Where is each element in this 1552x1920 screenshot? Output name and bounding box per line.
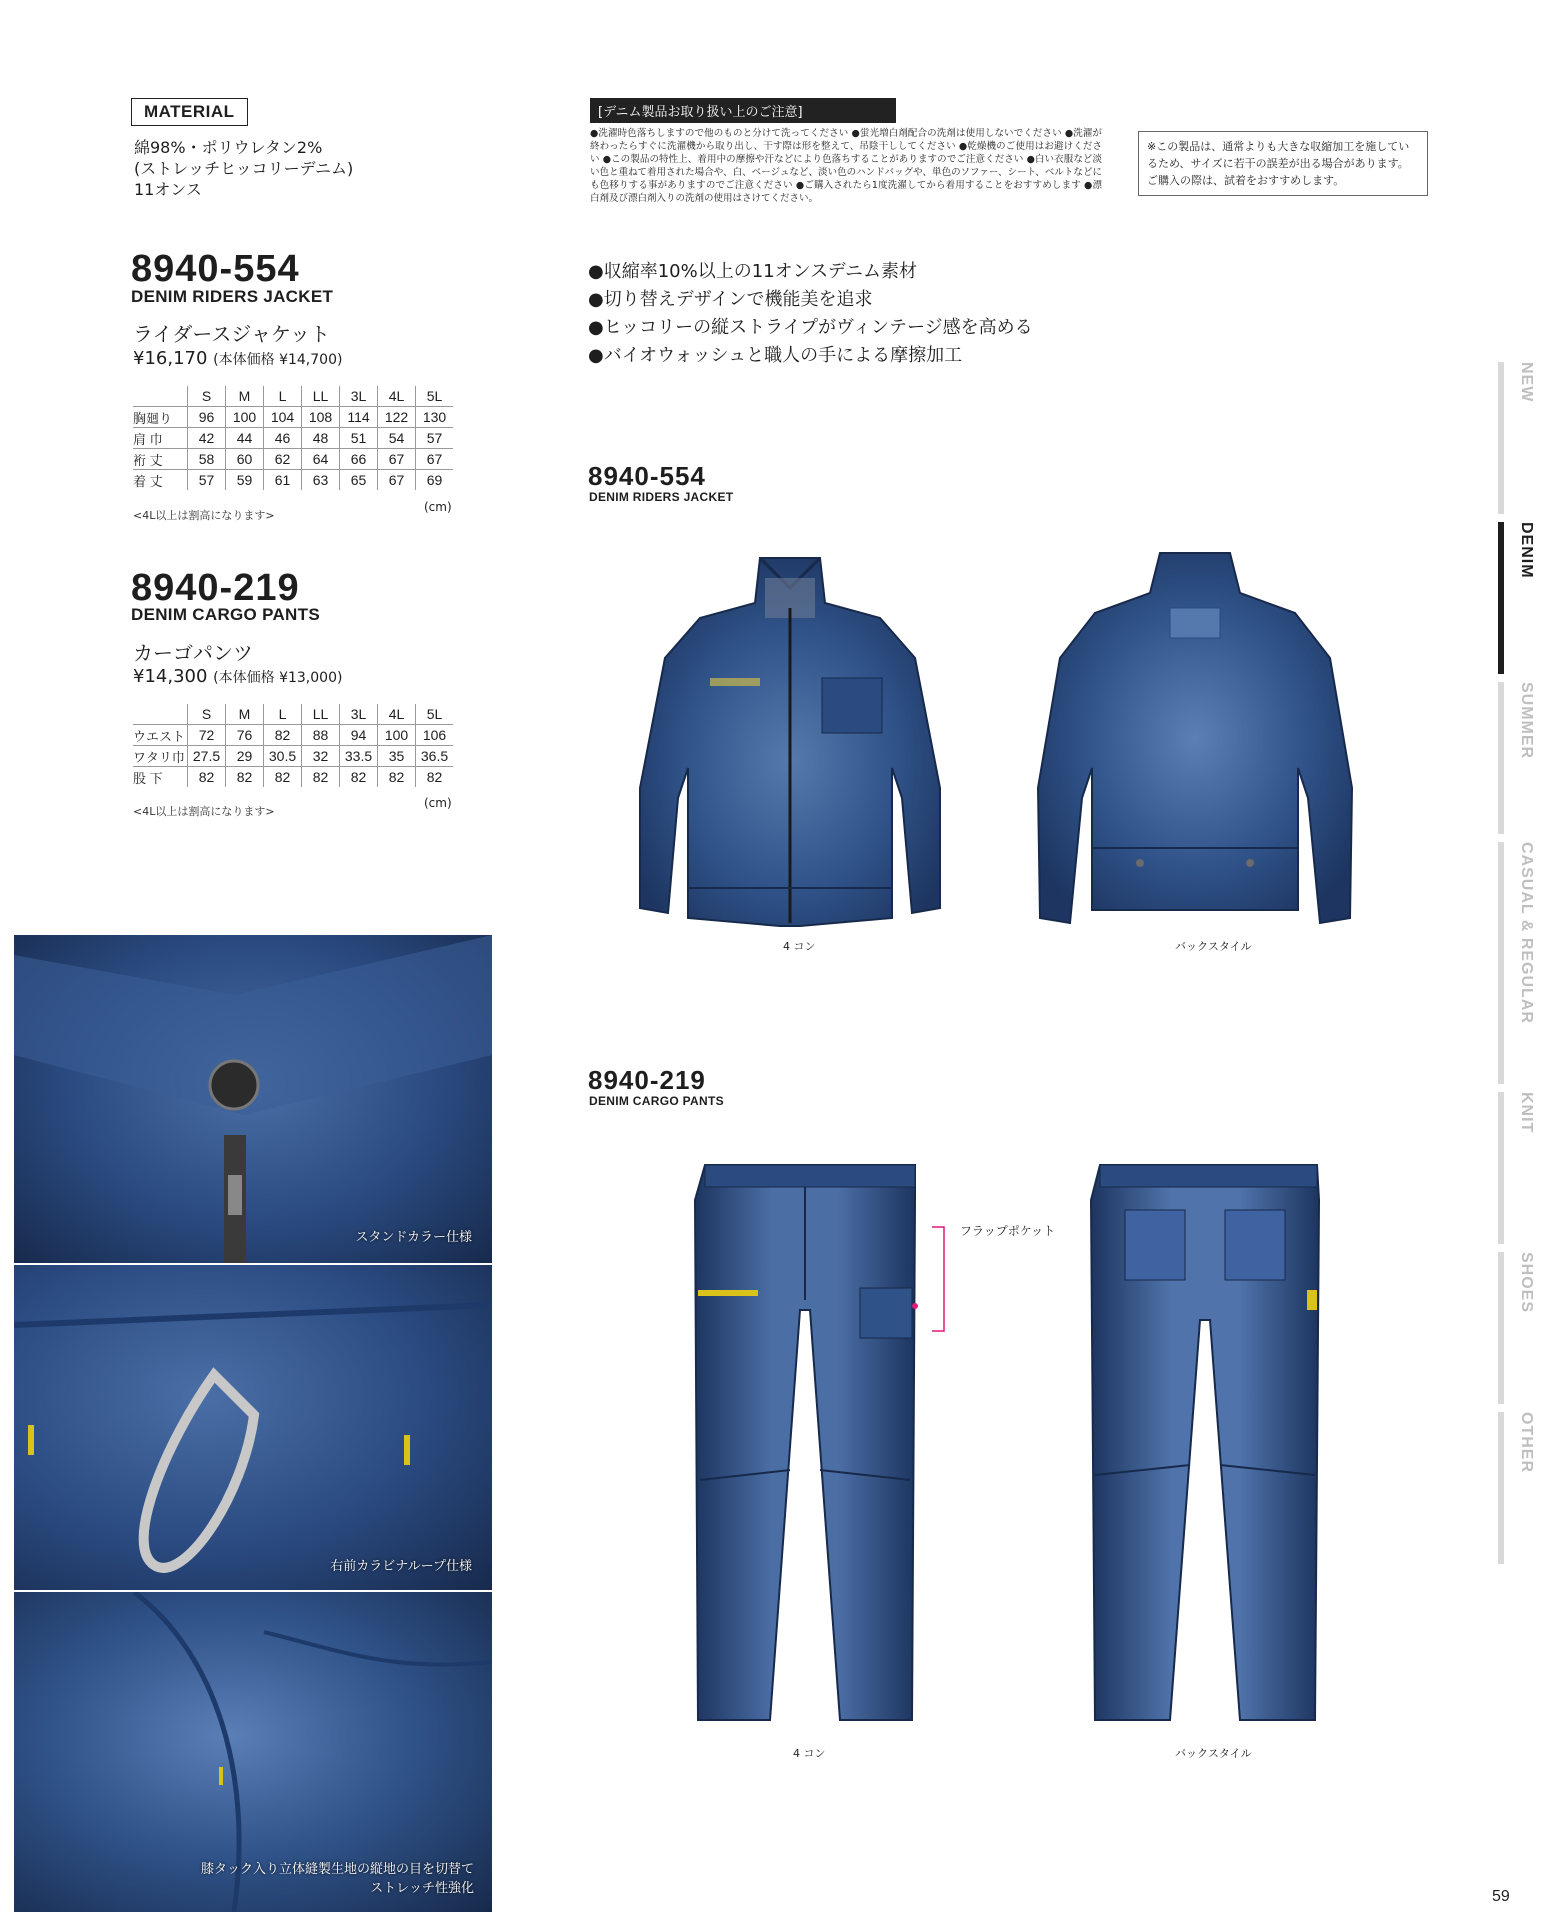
jacket-back-caption: バックスタイル xyxy=(1175,940,1252,953)
collar-caption: スタンドカラー仕様 xyxy=(355,1230,472,1245)
material-line: 綿98%・ポリウレタン2% xyxy=(134,138,323,157)
table-row xyxy=(133,725,453,746)
table-cell: 32 xyxy=(302,746,340,767)
pants-name-jp: カーゴパンツ xyxy=(133,641,253,665)
table-row xyxy=(133,428,453,449)
size-header: 5L xyxy=(416,386,454,407)
sidebar-item-other[interactable]: OTHER xyxy=(1518,1412,1535,1473)
pants-price-value: ¥14,300 xyxy=(133,666,208,687)
table-cell: 67 xyxy=(416,449,454,470)
pants-back-image xyxy=(1085,1160,1325,1725)
size-header: M xyxy=(226,704,264,725)
callout-line xyxy=(930,1225,950,1335)
material-line: (ストレッチヒッコリーデニム) xyxy=(134,159,354,178)
jacket-name-en: DENIM RIDERS JACKET xyxy=(131,287,334,306)
table-cell: 57 xyxy=(188,470,226,491)
feature-item: ●ヒッコリーの縦ストライプがヴィンテージ感を高める xyxy=(588,317,1033,338)
size-header: M xyxy=(226,386,264,407)
table-row xyxy=(133,470,453,491)
table-cell: 36.5 xyxy=(416,746,454,767)
jacket-photo-name-en: DENIM RIDERS JACKET xyxy=(589,490,734,504)
table-row xyxy=(133,767,453,788)
pants-photo-name-en: DENIM CARGO PANTS xyxy=(589,1094,724,1108)
size-header: 4L xyxy=(378,704,416,725)
table-cell: 82 xyxy=(416,767,454,788)
table-cell: 108 xyxy=(302,407,340,428)
sidebar-item-new[interactable]: NEW xyxy=(1518,362,1535,403)
table-cell: 106 xyxy=(416,725,454,746)
pants-size-table xyxy=(133,704,453,787)
table-cell: 42 xyxy=(188,428,226,449)
size-header: L xyxy=(264,704,302,725)
table-cell: 82 xyxy=(302,767,340,788)
pants-back-caption: バックスタイル xyxy=(1175,1747,1252,1760)
detail-photo-knee xyxy=(14,1592,492,1912)
jacket-name-jp: ライダースジャケット xyxy=(133,322,330,346)
size-header: 5L xyxy=(416,704,454,725)
table-cell: 46 xyxy=(264,428,302,449)
care-notice-text: ●洗濯時色落ちしますので他のものと分けて洗ってください ●蛍光増白剤配合の洗剤は使用しないでください ●洗濯が終わったらすぐに洗濯機から取り出し、干す際は形を整えて、吊陰干ししてください ●乾燥機のご使用はお避けください ●この製品の特性上、着用中の摩擦や汗などにより色落ちすることがありますのでご注意ください ●白い衣服など淡い色と重ねて着用された場合や、白、ベージュなど、淡い色のハンドバッグや、単色のソファー、シート、ベルトなどにも色移りする事がありますのでご注意ください ●ご購入されたら1度洗濯してから着用することをおすすめします ●漂白剤及び漂白剤入りの洗剤の使用はさけてください。 xyxy=(590,128,1102,204)
page-number: 59 xyxy=(1492,1888,1510,1905)
table-cell: 100 xyxy=(226,407,264,428)
feature-list xyxy=(588,258,1033,370)
jacket-color-caption: 4 コン xyxy=(783,940,816,953)
size-header: LL xyxy=(302,386,340,407)
table-cell: 63 xyxy=(302,470,340,491)
size-header: LL xyxy=(302,704,340,725)
table-row xyxy=(133,449,453,470)
sidebar-item-knit[interactable]: KNIT xyxy=(1518,1092,1535,1134)
jacket-price xyxy=(133,348,342,369)
table-cell: 57 xyxy=(416,428,454,449)
sidebar-item-shoes[interactable]: SHOES xyxy=(1518,1252,1535,1314)
table-cell: 82 xyxy=(264,767,302,788)
table-cell: 65 xyxy=(340,470,378,491)
jacket-price-base: (本体価格 ¥14,700) xyxy=(213,352,343,368)
table-cell: 67 xyxy=(378,449,416,470)
jacket-size-note: <4L以上は割高になります> xyxy=(133,509,275,522)
table-cell: 82 xyxy=(264,725,302,746)
detail-photo-collar xyxy=(14,935,492,1263)
table-cell: 60 xyxy=(226,449,264,470)
table-cell: 130 xyxy=(416,407,454,428)
sidebar-item-casual-regular[interactable]: CASUAL & REGULAR xyxy=(1518,842,1535,1024)
table-cell: 61 xyxy=(264,470,302,491)
jacket-price-value: ¥16,170 xyxy=(133,348,208,369)
table-cell: 82 xyxy=(188,767,226,788)
pants-photo-code: 8940-219 xyxy=(588,1065,706,1095)
table-cell: 66 xyxy=(340,449,378,470)
table-cell: 54 xyxy=(378,428,416,449)
jacket-size-table xyxy=(133,386,453,490)
pants-price-base: (本体価格 ¥13,000) xyxy=(213,670,343,686)
feature-item: ●切り替えデザインで機能美を追求 xyxy=(588,289,873,310)
size-header-row xyxy=(133,704,453,725)
pants-product-code: 8940-219 xyxy=(131,567,300,609)
sidebar-item-denim[interactable]: DENIM xyxy=(1518,522,1535,579)
table-cell: 35 xyxy=(378,746,416,767)
material-label: MATERIAL xyxy=(131,98,248,126)
feature-item: ●バイオウォッシュと職人の手による摩擦加工 xyxy=(588,345,963,366)
jacket-photo-code: 8940-554 xyxy=(588,461,706,491)
sidebar-tab-bar xyxy=(1498,1412,1504,1564)
sidebar-tab-bar xyxy=(1498,842,1504,1084)
sidebar-tab-bar xyxy=(1498,1252,1504,1404)
knee-caption-line: ストレッチ性強化 xyxy=(370,1881,474,1896)
table-cell: 58 xyxy=(188,449,226,470)
jacket-back-image xyxy=(1030,548,1360,948)
row-label: ワタリ巾 xyxy=(133,746,188,767)
table-cell: 104 xyxy=(264,407,302,428)
table-cell: 76 xyxy=(226,725,264,746)
size-header: 3L xyxy=(340,386,378,407)
collar-detail-image xyxy=(14,935,492,1263)
sidebar-item-summer[interactable]: SUMMER xyxy=(1518,682,1535,760)
table-cell: 62 xyxy=(264,449,302,470)
table-cell: 59 xyxy=(226,470,264,491)
table-row xyxy=(133,407,453,428)
size-header-row xyxy=(133,386,453,407)
detail-photo-carabiner xyxy=(14,1265,492,1590)
jacket-front-image xyxy=(630,548,950,948)
sizing-caution-box: ※この製品は、通常よりも大きな収縮加工を施しているため、サイズに若干の誤差が出る場合があります。ご購入の際は、試着をおすすめします。 xyxy=(1138,131,1428,196)
table-cell: 72 xyxy=(188,725,226,746)
jacket-unit: (cm) xyxy=(424,500,452,514)
table-cell: 122 xyxy=(378,407,416,428)
row-label: 胸廻り xyxy=(133,407,188,428)
row-label: 肩 巾 xyxy=(133,428,188,449)
table-cell: 33.5 xyxy=(340,746,378,767)
sidebar-tab-bar xyxy=(1498,682,1504,834)
pants-name-en: DENIM CARGO PANTS xyxy=(131,605,320,624)
size-header: 4L xyxy=(378,386,416,407)
pants-size-note: <4L以上は割高になります> xyxy=(133,805,275,818)
table-cell: 64 xyxy=(302,449,340,470)
table-cell: 51 xyxy=(340,428,378,449)
table-cell: 27.5 xyxy=(188,746,226,767)
sidebar-tab-bar xyxy=(1498,362,1504,514)
pants-front-image xyxy=(690,1160,920,1725)
sidebar-tab-bar xyxy=(1498,1092,1504,1244)
carabiner-detail-image xyxy=(14,1265,492,1590)
table-cell: 94 xyxy=(340,725,378,746)
pants-color-caption: 4 コン xyxy=(793,1747,826,1760)
table-cell: 96 xyxy=(188,407,226,428)
pants-price xyxy=(133,666,342,687)
table-cell: 44 xyxy=(226,428,264,449)
table-cell: 100 xyxy=(378,725,416,746)
size-header: S xyxy=(188,386,226,407)
carabiner-caption: 右前カラビナループ仕様 xyxy=(330,1559,472,1574)
size-header: L xyxy=(264,386,302,407)
table-cell: 29 xyxy=(226,746,264,767)
table-cell: 30.5 xyxy=(264,746,302,767)
table-cell: 82 xyxy=(226,767,264,788)
table-row xyxy=(133,746,453,767)
feature-item: ●収縮率10%以上の11オンスデニム素材 xyxy=(588,261,917,282)
table-cell: 82 xyxy=(340,767,378,788)
table-cell: 82 xyxy=(378,767,416,788)
row-label: 裄 丈 xyxy=(133,449,188,470)
table-cell: 114 xyxy=(340,407,378,428)
table-cell: 69 xyxy=(416,470,454,491)
sidebar-tab-bar-active xyxy=(1498,522,1504,674)
knee-caption xyxy=(201,1860,474,1898)
material-description xyxy=(134,137,353,200)
row-label: 着 丈 xyxy=(133,470,188,491)
flap-pocket-callout: フラップポケット xyxy=(960,1224,1056,1238)
table-cell: 67 xyxy=(378,470,416,491)
table-cell: 48 xyxy=(302,428,340,449)
row-label: 股 下 xyxy=(133,767,188,788)
row-label: ウエスト xyxy=(133,725,188,746)
size-header: S xyxy=(188,704,226,725)
size-header: 3L xyxy=(340,704,378,725)
table-cell: 88 xyxy=(302,725,340,746)
knee-caption-line: 膝タック入り立体縫製生地の縦地の目を切替て xyxy=(200,1862,474,1877)
jacket-product-code: 8940-554 xyxy=(131,248,300,290)
material-line: 11オンス xyxy=(134,180,202,199)
care-notice-title: [デニム製品お取り扱い上のご注意] xyxy=(590,98,896,123)
pants-unit: (cm) xyxy=(424,796,452,810)
